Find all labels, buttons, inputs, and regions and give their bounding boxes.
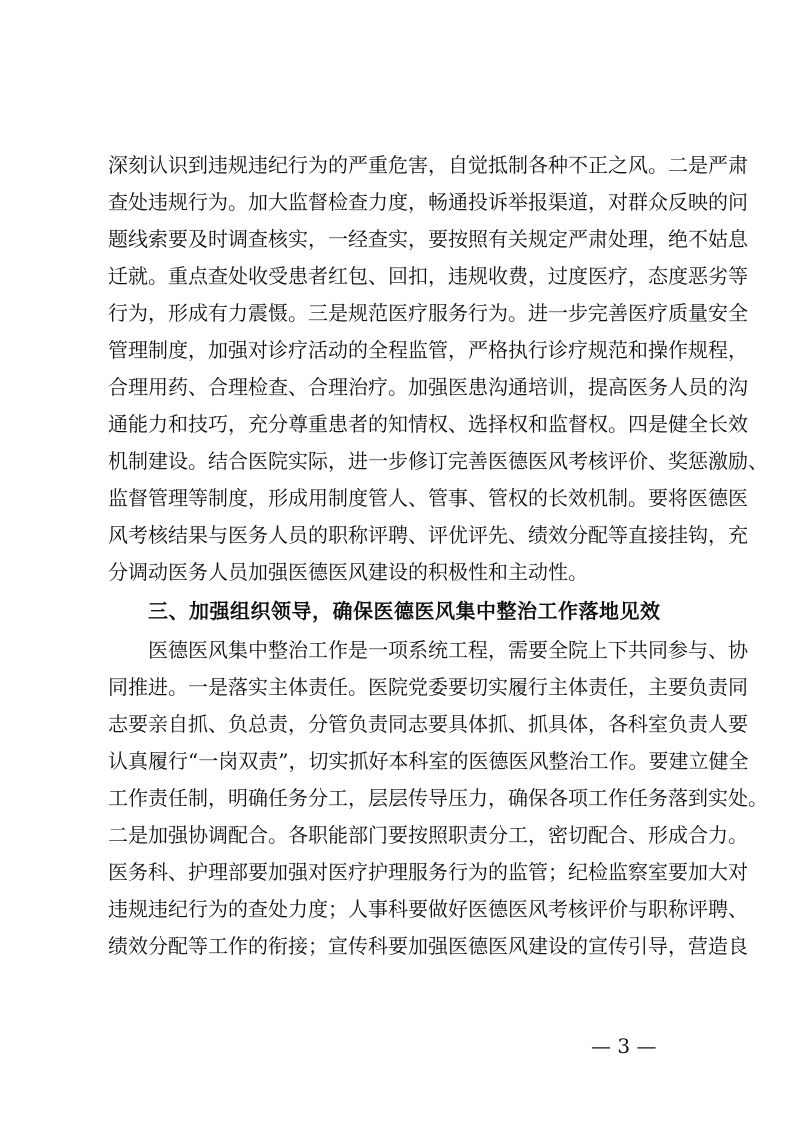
paragraph-line: 同推进。一是落实主体责任。医院党委要切实履行主体责任，主要负责同 (108, 675, 748, 699)
paragraph-line: 迁就。重点查处收受患者红包、回扣，违规收费，过度医疗，态度恶劣等 (108, 264, 748, 288)
section-heading: 三、加强组织领导，确保医德医风集中整治工作落地见效 (148, 599, 661, 623)
paragraph-line: 行为，形成有力震慑。三是规范医疗服务行为。进一步完善医疗质量安全 (108, 301, 748, 325)
paragraph-line: 志要亲自抓、负总责，分管负责同志要具体抓、抓具体，各科室负责人要 (108, 712, 748, 736)
paragraph-line: 合理用药、合理检查、合理治疗。加强医患沟通培训，提高医务人员的沟 (108, 375, 748, 399)
page-number: — 3 — (591, 1034, 657, 1058)
paragraph-line: 绩效分配等工作的衔接；宣传科要加强医德医风建设的宣传引导，营造良 (108, 934, 748, 958)
paragraph-line: 题线索要及时调查核实，一经查实，要按照有关规定严肃处理，绝不姑息 (108, 227, 748, 251)
paragraph-line: 认真履行“一岗双责”，切实抓好本科室的医德医风整治工作。要建立健全 (108, 749, 749, 773)
paragraph-line: 医务科、护理部要加强对医疗护理服务行为的监管；纪检监察室要加大对 (108, 860, 748, 884)
paragraph-line: 二是加强协调配合。各职能部门要按照职责分工，密切配合、形成合力。 (108, 823, 748, 847)
paragraph-line: 管理制度，加强对诊疗活动的全程监管，严格执行诊疗规范和操作规程， (108, 338, 748, 362)
paragraph-line: 医德医风集中整治工作是一项系统工程，需要全院上下共同参与、协 (148, 638, 748, 662)
paragraph-line: 分调动医务人员加强医德医风建设的积极性和主动性。 (108, 560, 588, 584)
paragraph-line: 通能力和技巧，充分尊重患者的知情权、选择权和监督权。四是健全长效 (108, 412, 748, 436)
paragraph-line: 违规违纪行为的查处力度；人事科要做好医德医风考核评价与职称评聘、 (108, 897, 748, 921)
paragraph-line: 深刻认识到违规违纪行为的严重危害，自觉抵制各种不正之风。二是严肃 (108, 153, 748, 177)
paragraph-line: 监督管理等制度，形成用制度管人、管事、管权的长效机制。要将医德医 (108, 486, 748, 510)
paragraph-line: 查处违规行为。加大监督检查力度，畅通投诉举报渠道，对群众反映的问 (108, 190, 748, 214)
paragraph-line: 机制建设。结合医院实际，进一步修订完善医德医风考核评价、奖惩激励、 (108, 449, 768, 473)
paragraph-line: 风考核结果与医务人员的职称评聘、评优评先、绩效分配等直接挂钩，充 (108, 523, 748, 547)
paragraph-line: 工作责任制，明确任务分工，层层传导压力，确保各项工作任务落到实处。 (108, 786, 768, 810)
